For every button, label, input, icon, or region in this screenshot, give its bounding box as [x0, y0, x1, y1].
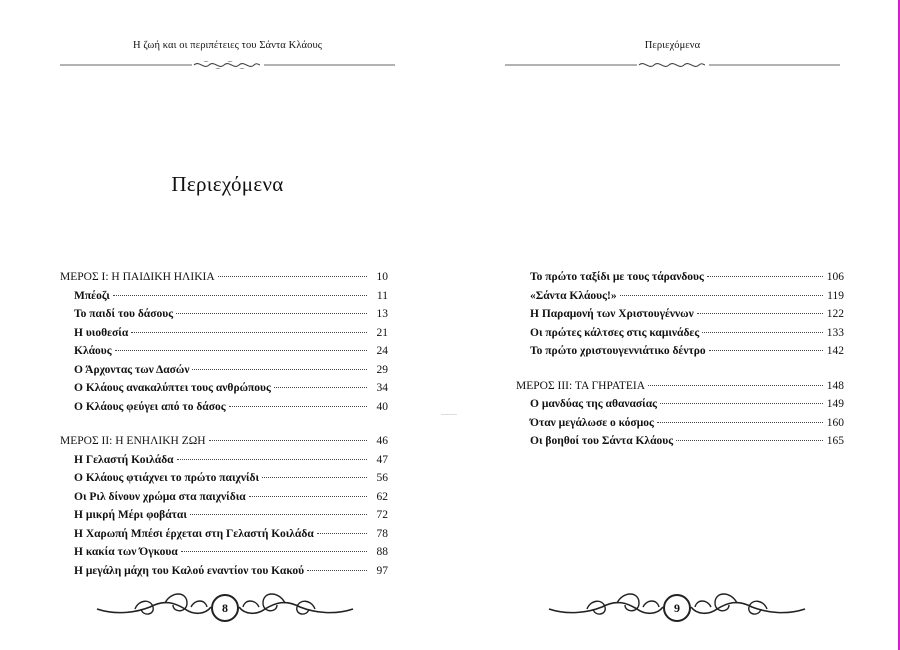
toc-entry	[60, 525, 388, 544]
toc-page-number: 21	[376, 326, 388, 339]
toc-entry-title: Μπέοζι	[74, 289, 110, 302]
toc-page-number: 88	[376, 546, 388, 558]
page-title: Περιεχόμενα	[171, 172, 284, 196]
toc-entry-title: Ο Κλάους φεύγει από το δάσος	[74, 400, 226, 413]
toc-page-number: 78	[376, 527, 388, 540]
toc-entry-title: Η μεγάλη μάχη του Καλού εναντίον του Κακού	[74, 564, 305, 577]
toc-entry	[60, 324, 388, 343]
toc-entry	[60, 305, 388, 324]
dot-leader	[115, 350, 367, 351]
dot-leader	[307, 570, 367, 571]
toc-entry	[60, 379, 388, 398]
toc-part-heading	[60, 268, 388, 287]
toc-entry	[516, 305, 844, 324]
page-number-left: 8	[211, 594, 239, 622]
toc-entry	[516, 342, 844, 361]
toc-page-number: 165	[826, 435, 844, 447]
dot-leader	[660, 403, 823, 404]
toc-page-number: 40	[376, 400, 388, 413]
toc-part-heading	[516, 377, 844, 396]
toc-entry-title: Το πρώτο ταξίδι με τους τάρανδους	[530, 271, 704, 283]
toc-entry-title: Όταν μεγάλωσε ο κόσμος	[530, 416, 654, 429]
toc-entry-title: Κλάους	[74, 345, 112, 357]
dot-leader	[702, 332, 823, 333]
toc-page-number: 11	[376, 289, 388, 302]
dot-leader	[620, 295, 823, 296]
toc-entry	[60, 451, 388, 470]
toc-entry-title: «Σάντα Κλάους!»	[530, 289, 617, 302]
toc-page-number: 106	[826, 271, 844, 283]
running-head-left: Η ζωή και οι περιπέτειες του Σάντα Κλάους	[132, 40, 323, 51]
dot-leader	[181, 551, 367, 552]
toc-page-number: 122	[826, 308, 844, 320]
dot-leader	[709, 350, 823, 351]
dot-leader	[209, 440, 367, 441]
dot-leader	[177, 459, 367, 460]
dot-leader	[249, 496, 367, 497]
toc-entry-title: Η μικρή Μέρι φοβάται	[74, 509, 187, 521]
dot-leader	[190, 514, 367, 515]
toc-entry	[516, 268, 844, 287]
toc-page-number: 10	[376, 271, 388, 283]
toc-entry-title: Ο Κλάους φτιάχνει το πρώτο παιχνίδι	[74, 472, 260, 484]
footer-ornament-right	[547, 585, 807, 625]
toc-page-number: 46	[376, 435, 388, 447]
toc-page-number: 24	[376, 345, 388, 357]
toc-entry	[60, 342, 388, 361]
footer-ornament-left	[95, 585, 355, 625]
toc-entry-title: Ο Κλάους ανακαλύπτει τους ανθρώπους	[74, 382, 271, 394]
dot-leader	[192, 369, 367, 370]
toc-part-heading	[60, 432, 388, 451]
toc-entry	[516, 324, 844, 343]
header-ornament-left	[60, 58, 395, 72]
toc-entry	[60, 398, 388, 417]
toc-entry-title: Η Γελαστή Κοιλάδα	[74, 453, 174, 466]
toc-entry-title: Οι βοηθοί του Σάντα Κλάους	[530, 435, 674, 447]
toc-spacer	[516, 361, 844, 377]
toc-page-number: 56	[376, 472, 388, 484]
right-page	[450, 0, 898, 650]
toc-entry-title: Ο μανδύας της αθανασίας	[530, 398, 658, 410]
toc-entry-title: Το παιδί του δάσους	[74, 308, 174, 320]
toc-page-number: 142	[826, 345, 844, 357]
dot-leader	[657, 422, 823, 423]
dot-leader	[131, 332, 367, 333]
dot-leader	[113, 295, 367, 296]
toc-entry-title: ΜΕΡΟΣ ΙΙΙ: ΤΑ ΓΗΡΑΤΕΙΑ	[516, 379, 646, 392]
toc-entry	[60, 287, 388, 306]
toc-page-number: 160	[826, 416, 844, 429]
toc-page-number: 62	[376, 490, 388, 503]
toc-list-left	[60, 268, 388, 580]
toc-entry	[60, 469, 388, 488]
toc-page-number: 47	[376, 453, 388, 466]
dot-leader	[317, 533, 367, 534]
toc-page-number: 13	[376, 308, 388, 320]
toc-page-number: 72	[376, 509, 388, 521]
toc-list-right	[516, 268, 844, 451]
toc-entry-title: Η κακία των Όγκουα	[74, 546, 178, 558]
dot-leader	[229, 406, 367, 407]
dot-leader	[648, 385, 823, 386]
toc-entry-title: Το πρώτο χριστουγεννιάτικο δέντρο	[530, 345, 706, 357]
toc-entry-title: Ο Άρχοντας των Δασών	[74, 363, 190, 376]
page-number-right: 9	[663, 594, 691, 622]
dot-leader	[274, 387, 367, 388]
dot-leader	[218, 276, 367, 277]
dot-leader	[262, 477, 367, 478]
dot-leader	[697, 313, 823, 314]
toc-entry-title: Η υιοθεσία	[74, 326, 129, 339]
toc-spacer	[60, 416, 388, 432]
running-head-right: Περιεχόμενα	[644, 40, 701, 51]
toc-entry	[60, 543, 388, 562]
toc-entry	[60, 488, 388, 507]
toc-entry-title: Οι Ριλ δίνουν χρώμα στα παιχνίδια	[74, 490, 246, 503]
toc-page-number: 119	[827, 289, 844, 302]
toc-entry-title: ΜΕΡΟΣ Ι: Η ΠΑΙΔΙΚΗ ΗΛΙΚΙΑ	[60, 271, 215, 283]
toc-entry-title: Οι πρώτες κάλτσες στις καμινάδες	[530, 326, 700, 339]
toc-entry-title: ΜΕΡΟΣ ΙΙ: Η ΕΝΗΛΙΚΗ ΖΩΗ	[60, 435, 206, 447]
toc-page-number: 148	[826, 379, 844, 392]
dot-leader	[176, 313, 367, 314]
toc-page-number: 34	[376, 382, 388, 394]
toc-entry-title: Η Παραμονή των Χριστουγέννων	[530, 308, 694, 320]
toc-page-number: 29	[376, 363, 388, 376]
toc-page-number: 149	[826, 398, 844, 410]
toc-entry	[60, 506, 388, 525]
toc-entry	[516, 414, 844, 433]
toc-entry	[60, 562, 388, 581]
dot-leader	[676, 440, 823, 441]
toc-entry	[516, 287, 844, 306]
toc-entry	[60, 361, 388, 380]
dot-leader	[707, 276, 823, 277]
toc-entry	[516, 432, 844, 451]
header-ornament-right	[505, 58, 840, 72]
toc-page-number: 133	[826, 326, 844, 339]
toc-entry	[516, 395, 844, 414]
toc-page-number: 97	[376, 564, 388, 577]
toc-entry-title: Η Χαρωπή Μπέσι έρχεται στη Γελαστή Κοιλάδα	[74, 527, 314, 540]
